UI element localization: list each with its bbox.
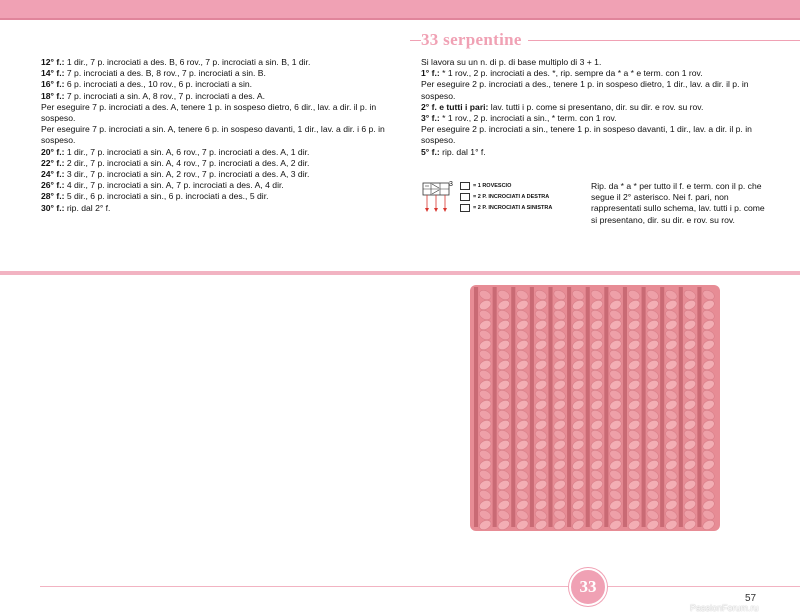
instruction-line	[421, 68, 776, 79]
row-label: 2° f. e tutti i pari:	[421, 101, 489, 112]
row-text: Per eseguire 7 p. incrociati a sin. A, tenere 6 p. in sospeso davanti, 1 dir., lav. a dir. i 6 p. in sospeso.	[41, 124, 385, 146]
row-text: rip. dal 1° f.	[439, 146, 486, 157]
row-label: 26° f.:	[41, 180, 65, 191]
instruction-line	[421, 113, 776, 124]
instruction-line	[421, 79, 776, 101]
row-text: rip. dal 2° f.	[64, 202, 111, 213]
instruction-line	[41, 147, 386, 158]
legend-label-purl: = 1 ROVESCIO	[473, 183, 512, 189]
instruction-line	[41, 79, 386, 90]
knitted-swatch-photo	[466, 285, 724, 535]
chart-row-label: 3	[449, 181, 453, 188]
row-text: 2 dir., 7 p. incrociati a sin. A, 4 rov., 7 p. incrociati a des. A, 2 dir.	[64, 157, 310, 168]
row-label: 20° f.:	[41, 146, 65, 157]
row-label: 22° f.:	[41, 157, 65, 168]
instruction-line	[41, 91, 386, 102]
stitch-chart-icon	[422, 180, 462, 220]
pink-divider	[0, 271, 800, 275]
instruction-line	[41, 57, 386, 68]
row-text: lav. tutti i p. come si presentano, dir. su dir. e rov. su rov.	[488, 101, 704, 112]
top-band-line	[0, 18, 800, 20]
chart-legend	[422, 180, 582, 230]
instruction-line	[41, 180, 386, 191]
legend-item-cross-left	[460, 204, 552, 212]
row-text: 1 dir., 7 p. incrociati a sin. A, 6 rov., 7 p. incrociati a des. A, 1 dir.	[64, 146, 310, 157]
row-text: * 1 rov., 2 p. incrociati a des. *, rip. sempre da * a * e term. con 1 rov.	[439, 68, 703, 79]
row-label: 30° f.:	[41, 202, 65, 213]
row-text: Per eseguire 7 p. incrociati a des. A, tenere 1 p. in sospeso dietro, 6 dir., lav. a dir. il p. in sospeso.	[41, 101, 377, 124]
top-band	[0, 0, 800, 18]
cross-right-symbol-icon	[460, 193, 470, 201]
left-instructions	[41, 57, 386, 214]
right-instructions	[421, 57, 776, 158]
row-label: 28° f.:	[41, 191, 65, 202]
row-text: 7 p. incrociati a sin. A, 8 rov., 7 p. incrociati a des. A.	[64, 90, 265, 101]
instruction-line	[41, 203, 386, 214]
instruction-line	[421, 57, 776, 68]
pattern-number-badge: 33	[569, 568, 607, 606]
row-text: 6 p. incrociati a des., 10 rov., 6 p. incrociati a sin.	[64, 79, 253, 90]
row-label: 14° f.:	[41, 68, 65, 79]
instruction-line	[421, 124, 776, 146]
row-text: Si lavora su un n. di p. di base multiplo di 3 + 1.	[421, 57, 602, 67]
chart-note	[591, 181, 771, 226]
page-number: 57	[745, 593, 757, 604]
legend-item-purl	[460, 182, 511, 190]
row-text: 1 dir., 7 p. incrociati a des. B, 6 rov., 7 p. incrociati a sin. B, 1 dir.	[64, 57, 311, 67]
row-label: 1° f.:	[421, 68, 440, 79]
row-text: Per eseguire 2 p. incrociati a sin., tenere 1 p. in sospeso davanti, 1 dir., lav. a dir. il p. in sospeso.	[421, 124, 752, 146]
chart-note-text: Rip. da * a * per tutto il f. e term. con il p. che segue il 2° asterisco. Nei f. pari, non rappresentati sullo schema, lav. tutti i p. come si presentano, dir. su dir. e rov. su rov.	[591, 181, 765, 225]
row-text: 3 dir., 7 p. incrociati a sin. A, 2 rov., 7 p. incrociati a des. A, 3 dir.	[64, 169, 310, 180]
instruction-line	[421, 147, 776, 158]
instruction-line	[41, 169, 386, 180]
legend-label-cross-left: = 2 P. INCROCIATI A SINISTRA	[473, 205, 553, 211]
legend-item-cross-right	[460, 193, 549, 201]
legend-label-cross-right: = 2 P. INCROCIATI A DESTRA	[473, 194, 550, 200]
row-text: * 1 rov., 2 p. incrociati a sin., * term. con 1 rov.	[439, 113, 617, 124]
row-label: 12° f.:	[41, 57, 65, 67]
instruction-line	[41, 158, 386, 169]
instruction-line	[41, 124, 386, 146]
cross-left-symbol-icon	[460, 204, 470, 212]
row-text: 4 dir., 7 p. incrociati a sin. A, 7 p. incrociati a des. A, 4 dir.	[64, 180, 284, 191]
row-text: Per eseguire 2 p. incrociati a des., tenere 1 p. in sospeso dietro, 1 dir., lav. a dir. il p. in sospeso.	[421, 79, 749, 101]
instruction-line	[41, 191, 386, 202]
row-label: 5° f.:	[421, 146, 440, 157]
row-text: 5 dir., 6 p. incrociati a sin., 6 p. incrociati a des., 5 dir.	[64, 191, 269, 202]
instruction-line	[421, 102, 776, 113]
instruction-line	[41, 102, 386, 124]
bottom-rule	[40, 586, 800, 587]
row-label: 18° f.:	[41, 90, 65, 101]
instruction-line	[41, 68, 386, 79]
row-label: 24° f.:	[41, 169, 65, 180]
row-text: 7 p. incrociati a des. B, 8 rov., 7 p. incrociati a sin. B.	[64, 68, 266, 79]
row-label: 16° f.:	[41, 79, 65, 90]
row-label: 3° f.:	[421, 113, 440, 124]
purl-symbol-icon	[460, 182, 470, 190]
watermark: PassionForum.ru	[690, 603, 759, 613]
pattern-title: 33 serpentine	[421, 30, 528, 50]
